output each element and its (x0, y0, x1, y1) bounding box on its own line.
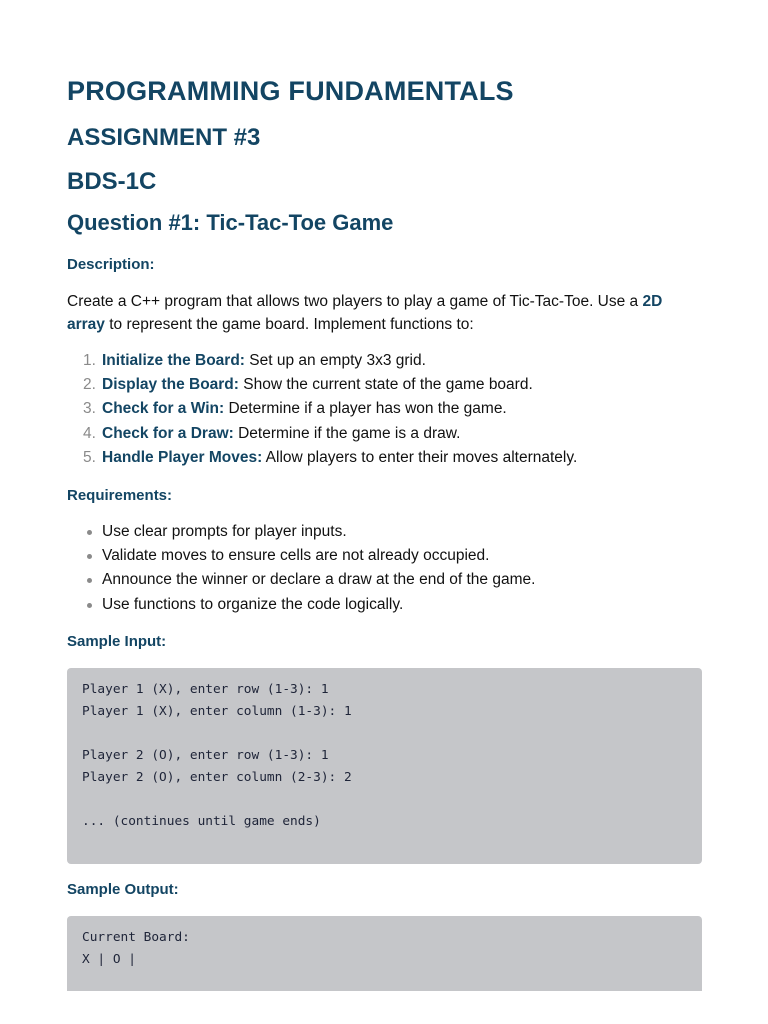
code-line: Player 2 (O), enter row (1-3): 1 (82, 748, 329, 763)
requirements-list (67, 520, 535, 617)
requirement-text: Use clear prompts for player inputs. (102, 523, 347, 540)
page-title: PROGRAMMING FUNDAMENTALS (67, 76, 514, 106)
description-text-after: to represent the game board. Implement functions to: (104, 316, 474, 333)
description-highlight: 2D array (67, 293, 663, 333)
description-paragraph (67, 290, 697, 336)
bullet-icon (87, 554, 92, 559)
function-name: Display the Board: (102, 376, 239, 394)
requirements-label: Requirements: (67, 487, 173, 504)
question-heading: Question #1: Tic-Tac-Toe Game (67, 210, 394, 235)
bullet-icon (87, 530, 92, 535)
list-item (67, 544, 535, 568)
list-item (67, 422, 577, 446)
list-number: 2. (83, 376, 96, 394)
sample-input-label: Sample Input: (67, 633, 167, 650)
description-text-before: Create a C++ program that allows two players to play a game of Tic-Tac-Toe. Use a (67, 293, 643, 310)
section-heading: BDS-1C (67, 168, 157, 195)
function-text: Determine if the game is a draw. (233, 424, 461, 442)
sample-input-code-block (67, 668, 702, 864)
requirement-text: Announce the winner or declare a draw at the end of the game. (102, 571, 536, 589)
code-line: Current Board: (82, 930, 190, 945)
list-number: 4. (83, 424, 96, 442)
list-item (67, 446, 577, 470)
function-name: Initialize the Board: (102, 352, 245, 369)
description-label: Description: (67, 256, 155, 273)
list-item (67, 373, 577, 397)
sample-output-label: Sample Output: (67, 881, 179, 898)
code-line: Player 1 (X), enter column (1-3): 1 (82, 704, 352, 719)
list-item (67, 568, 535, 592)
list-item (67, 349, 577, 373)
list-item (67, 593, 535, 617)
functions-list (67, 349, 577, 470)
function-name: Check for a Draw: (102, 424, 234, 442)
code-line: Player 2 (O), enter column (2-3): 2 (82, 770, 352, 785)
code-line (82, 789, 687, 811)
function-name: Handle Player Moves: (102, 448, 263, 466)
requirement-text: Use functions to organize the code logically. (102, 595, 404, 613)
code-line: X | O | (82, 952, 136, 967)
sample-output-code-block (67, 916, 702, 991)
list-item (67, 397, 577, 421)
function-name: Check for a Win: (102, 400, 225, 418)
requirement-text: Validate moves to ensure cells are not already occupied. (102, 547, 490, 565)
list-item (67, 520, 535, 544)
code-line (82, 723, 687, 745)
bullet-icon (87, 603, 92, 608)
code-line: ... (continues until game ends) (82, 814, 321, 829)
function-text: Set up an empty 3x3 grid. (244, 352, 426, 369)
list-number: 5. (83, 448, 96, 466)
assignment-heading: ASSIGNMENT #3 (67, 124, 261, 151)
function-text: Show the current state of the game board. (238, 376, 533, 394)
function-text: Determine if a player has won the game. (224, 400, 507, 418)
code-line: Player 1 (X), enter row (1-3): 1 (82, 682, 329, 697)
bullet-icon (87, 578, 92, 583)
list-number: 1. (83, 352, 96, 369)
list-number: 3. (83, 400, 96, 418)
function-text: Allow players to enter their moves alternately. (262, 448, 578, 466)
